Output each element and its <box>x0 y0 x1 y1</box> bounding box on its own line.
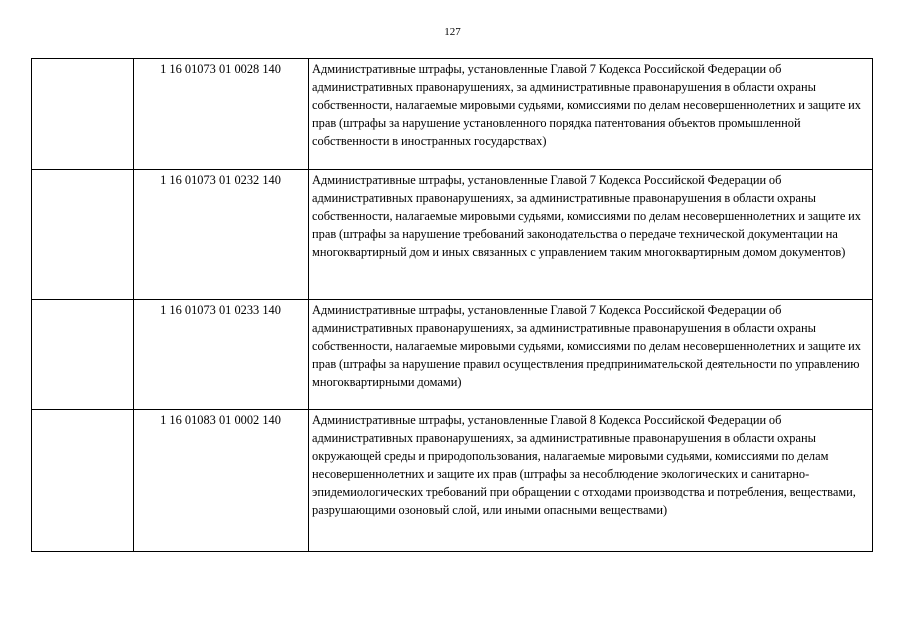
table-row <box>32 59 873 170</box>
description-text: Административные штрафы, установленные Главой 7 Кодекса Российской Федерации об административных правонарушениях, за административные правонарушения в области охраны собственности, налагаемые мировыми судьями, комиссиями по делам несовершеннолетних и защите их прав (штрафы за нарушение требований законодательства о передаче технической документации на многоквартирный дом и иных связанных с управлением таким многоквартирным домом документов) <box>312 173 861 259</box>
description-cell <box>309 410 873 552</box>
description-cell <box>309 300 873 410</box>
empty-cell <box>32 170 134 300</box>
budget-code-cell: 1 16 01083 01 0002 140 <box>134 410 309 552</box>
fines-table <box>31 58 873 552</box>
table-row <box>32 410 873 552</box>
description-text: Административные штрафы, установленные Главой 7 Кодекса Российской Федерации об административных правонарушениях, за административные правонарушения в области охраны собственности, налагаемые мировыми судьями, комиссиями по делам несовершеннолетних и защите их прав (штрафы за нарушение правил осуществления предпринимательской деятельности по управлению многоквартирными домами) <box>312 303 861 389</box>
description-cell <box>309 170 873 300</box>
page-number: 127 <box>444 26 461 38</box>
table-row <box>32 300 873 410</box>
description-cell <box>309 59 873 170</box>
budget-code-cell: 1 16 01073 01 0028 140 <box>134 59 309 170</box>
empty-cell <box>32 300 134 410</box>
empty-cell <box>32 59 134 170</box>
description-text: Административные штрафы, установленные Главой 8 Кодекса Российской Федерации об административных правонарушениях, за административные правонарушения в области охраны окружающей среды и природопользования, налагаемые мировыми судьями, комиссиями по делам несовершеннолетних и защите их прав (штрафы за несоблюдение экологических и санитарно-эпидемиологических требований при обращении с отходами производства и потребления, веществами, разрушающими озоновый слой, или иными опасными веществами) <box>312 413 856 517</box>
empty-cell <box>32 410 134 552</box>
budget-code-cell: 1 16 01073 01 0232 140 <box>134 170 309 300</box>
table-row <box>32 170 873 300</box>
description-text: Административные штрафы, установленные Главой 7 Кодекса Российской Федерации об административных правонарушениях, за административные правонарушения в области охраны собственности, налагаемые мировыми судьями, комиссиями по делам несовершеннолетних и защите их прав (штрафы за нарушение установленного порядка патентования объектов промышленной собственности в иностранных государствах) <box>312 62 861 148</box>
budget-code-cell: 1 16 01073 01 0233 140 <box>134 300 309 410</box>
